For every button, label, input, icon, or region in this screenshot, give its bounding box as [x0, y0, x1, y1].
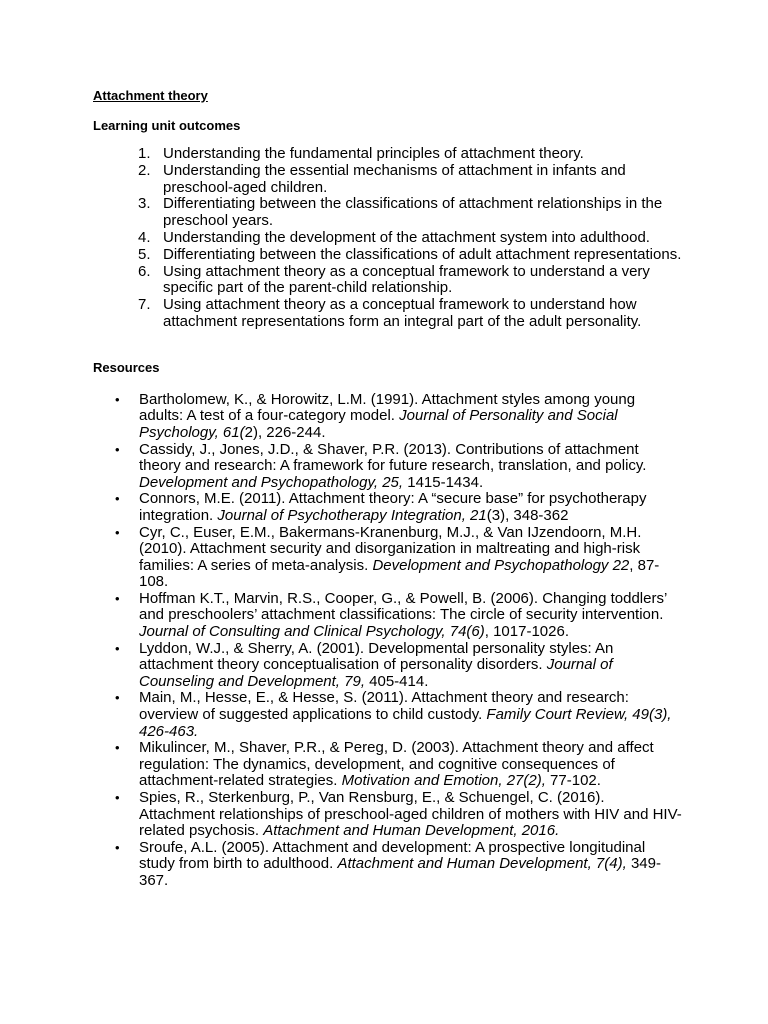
reference-item [93, 442, 683, 492]
reference-item [93, 690, 683, 740]
outcome-number: 3. [138, 195, 151, 213]
outcomes-list [93, 146, 683, 331]
reference-journal: Family Court Review, 49(3), 426-463. [139, 706, 672, 740]
reference-details: 2), 226-244. [244, 423, 326, 441]
outcome-text: Using attachment theory as a conceptual framework to understand how attachment representations form an integral part of the adult personality. [163, 296, 642, 330]
reference-item [93, 591, 683, 641]
outcome-item [93, 230, 683, 247]
reference-authors-title: Sroufe, A.L. (2005). Attachment and development: A prospective longitudinal study from birth to adulthood. [139, 838, 646, 873]
reference-details: (3), 348-362 [486, 506, 569, 524]
reference-journal: Journal of Consulting and Clinical Psychology, 74(6) [139, 623, 485, 641]
reference-item [93, 491, 683, 524]
reference-item [93, 392, 683, 442]
resources-list [93, 392, 683, 890]
bullet-icon: • [115, 441, 120, 457]
reference-authors-title: Hoffman K.T., Marvin, R.S., Cooper, G., & Powell, B. (2006). Changing toddlers’ and preschoolers’ attachment classifications: The circle of security intervention. [139, 589, 667, 624]
reference-item [93, 740, 683, 790]
reference-details: 1415-1434. [403, 473, 484, 491]
document-page [93, 87, 683, 890]
outcomes-heading: Learning unit outcomes [93, 118, 241, 133]
reference-details: , 1017-1026. [484, 623, 569, 641]
reference-journal: Development and Psychopathology, 25, [139, 473, 404, 491]
bullet-icon: • [115, 391, 120, 407]
bullet-icon: • [115, 690, 120, 706]
outcome-item [93, 163, 683, 197]
reference-journal: Journal of Psychotherapy Integration, 21 [217, 506, 487, 524]
reference-authors-title: Connors, M.E. (2011). Attachment theory: A “secure base” for psychotherapy integration. [139, 490, 647, 524]
reference-journal: Journal of Counseling and Development, 79, [139, 656, 613, 690]
document-title: Attachment theory [93, 88, 208, 103]
reference-authors-title: Spies, R., Sterkenburg, P., Van Rensburg, E., & Schuengel, C. (2016). Attachment relationships of preschool-aged children of mothers with HIV and HIV-related psychosis. [139, 789, 682, 840]
outcome-number: 1. [138, 145, 151, 162]
reference-details: , 87-108. [139, 556, 660, 591]
reference-authors-title: Bartholomew, K., & Horowitz, L.M. (1991). Attachment styles among young adults: A test of a four-category model. [139, 390, 636, 425]
reference-details: 405-414. [364, 672, 429, 690]
resources-heading: Resources [93, 359, 160, 375]
bullet-icon: • [115, 491, 120, 507]
outcome-text: Differentiating between the classifications of adult attachment representations. [163, 245, 682, 263]
bullet-icon: • [115, 839, 120, 855]
outcome-item [93, 264, 683, 298]
outcome-number: 6. [138, 262, 151, 280]
outcome-text: Understanding the development of the attachment system into adulthood. [163, 228, 650, 246]
reference-authors-title: Cyr, C., Euser, E.M., Bakermans-Kranenburg, M.J., & Van IJzendoorn, M.H. (2010). Attachment security and disorganization in maltreating and high-risk families: A series of meta-analysis. [139, 523, 642, 574]
outcome-item [93, 297, 683, 331]
outcome-number: 2. [138, 161, 151, 179]
bullet-icon: • [115, 590, 120, 606]
bullet-icon: • [115, 740, 120, 756]
outcome-text: Understanding the fundamental principles of attachment theory. [163, 145, 584, 162]
reference-journal: Motivation and Emotion, 27(2), [341, 772, 546, 790]
bullet-icon: • [115, 524, 120, 540]
reference-journal: Development and Psychopathology 22 [372, 556, 630, 574]
reference-journal: Attachment and Human Development, 2016. [263, 822, 560, 840]
reference-item [93, 790, 683, 840]
bullet-icon: • [115, 640, 120, 656]
reference-item [93, 840, 683, 890]
outcome-text: Using attachment theory as a conceptual framework to understand a very specific part of the parent-child relationship. [163, 262, 650, 297]
reference-authors-title: Mikulincer, M., Shaver, P.R., & Pereg, D. (2003). Attachment theory and affect regulation: The dynamics, development, and cognitive consequences of attachment-related strategies. [139, 739, 654, 790]
reference-details: 77-102. [545, 772, 601, 790]
reference-authors-title: Main, M., Hesse, E., & Hesse, S. (2011). Attachment theory and research: overview of suggested applications to child custody. [139, 689, 629, 724]
reference-item [93, 641, 683, 691]
outcome-number: 5. [138, 245, 151, 263]
outcome-number: 7. [138, 296, 151, 314]
reference-journal: Journal of Personality and Social Psychology, 61( [139, 407, 618, 441]
reference-authors-title: Lyddon, W.J., & Sherry, A. (2001). Developmental personality styles: An attachment theory conceptualisation of personality disorders. [139, 639, 614, 674]
outcome-number: 4. [138, 228, 151, 246]
outcome-item [93, 247, 683, 264]
reference-details: 349-367. [139, 855, 661, 889]
outcome-text: Differentiating between the classifications of attachment relationships in the preschool years. [163, 195, 663, 230]
outcome-text: Understanding the essential mechanisms of attachment in infants and preschool-aged children. [163, 161, 626, 196]
reference-journal: Attachment and Human Development, 7(4), [337, 855, 627, 873]
outcome-item [93, 196, 683, 230]
bullet-icon: • [115, 790, 120, 806]
reference-item [93, 525, 683, 591]
outcome-item [93, 146, 683, 163]
reference-authors-title: Cassidy, J., Jones, J.D., & Shaver, P.R. (2013). Contributions of attachment theory and research: A framework for future research, translation, and policy. [139, 440, 647, 475]
